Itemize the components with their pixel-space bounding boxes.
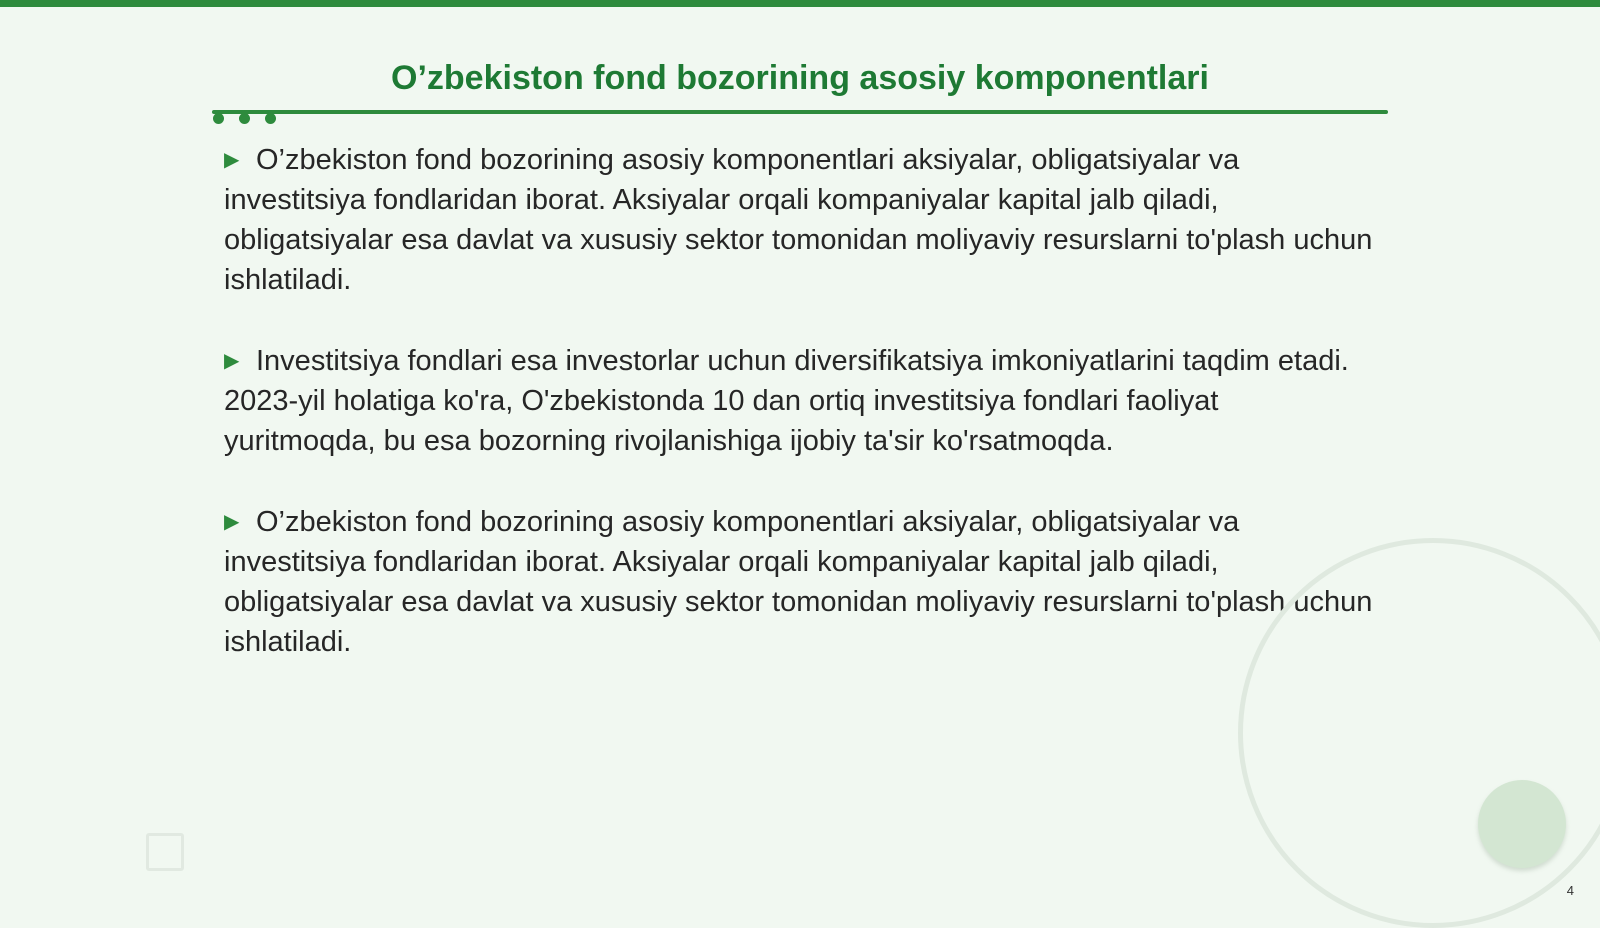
- bullet-text-2: Investitsiya fondlari esa investorlar uchun diversifikatsiya imkoniyatlarini taqdim etadi. 2023-yil holatiga ko'ra, O'zbekistonda 10 dan ortiq investitsiya fondlari faoliyat yuritmoqda, bu esa bozorning rivojlanishiga ijobiy ta'sir ko'rsatmoqda.: [224, 345, 1349, 457]
- slide-title: O’zbekiston fond bozorining asosiy komponentlari: [391, 59, 1209, 97]
- bullet-item-1: [224, 140, 1374, 300]
- decorative-dot-1: [213, 113, 224, 124]
- bullet-item-3: [224, 502, 1374, 662]
- title-underline: [212, 110, 1388, 114]
- bullet-list: [224, 140, 1374, 703]
- decorative-dot-3: [265, 113, 276, 124]
- bullet-text-3: O’zbekiston fond bozorining asosiy komponentlari aksiyalar, obligatsiyalar va investitsiya fondlaridan iborat. Aksiyalar orqali kompaniyalar kapital jalb qiladi, obligatsiyalar esa davlat va xususiy sektor tomonidan moliyaviy resurslarni to'plash uchun ishlatiladi.: [224, 506, 1373, 658]
- triangle-right-icon: ▶: [224, 350, 240, 372]
- decorative-square: [146, 833, 184, 871]
- top-accent-bar: [0, 0, 1600, 7]
- triangle-right-icon: ▶: [224, 511, 240, 533]
- decorative-ring: [1238, 538, 1600, 928]
- page-number: 4: [1566, 883, 1574, 898]
- triangle-right-icon: ▶: [224, 149, 240, 171]
- decorative-circle: [1478, 780, 1566, 868]
- bullet-text-1: O’zbekiston fond bozorining asosiy komponentlari aksiyalar, obligatsiyalar va investitsiya fondlaridan iborat. Aksiyalar orqali kompaniyalar kapital jalb qiladi, obligatsiyalar esa davlat va xususiy sektor tomonidan moliyaviy resurslarni to'plash uchun ishlatiladi.: [224, 144, 1373, 296]
- decorative-dot-2: [239, 113, 250, 124]
- bullet-item-2: [224, 341, 1374, 461]
